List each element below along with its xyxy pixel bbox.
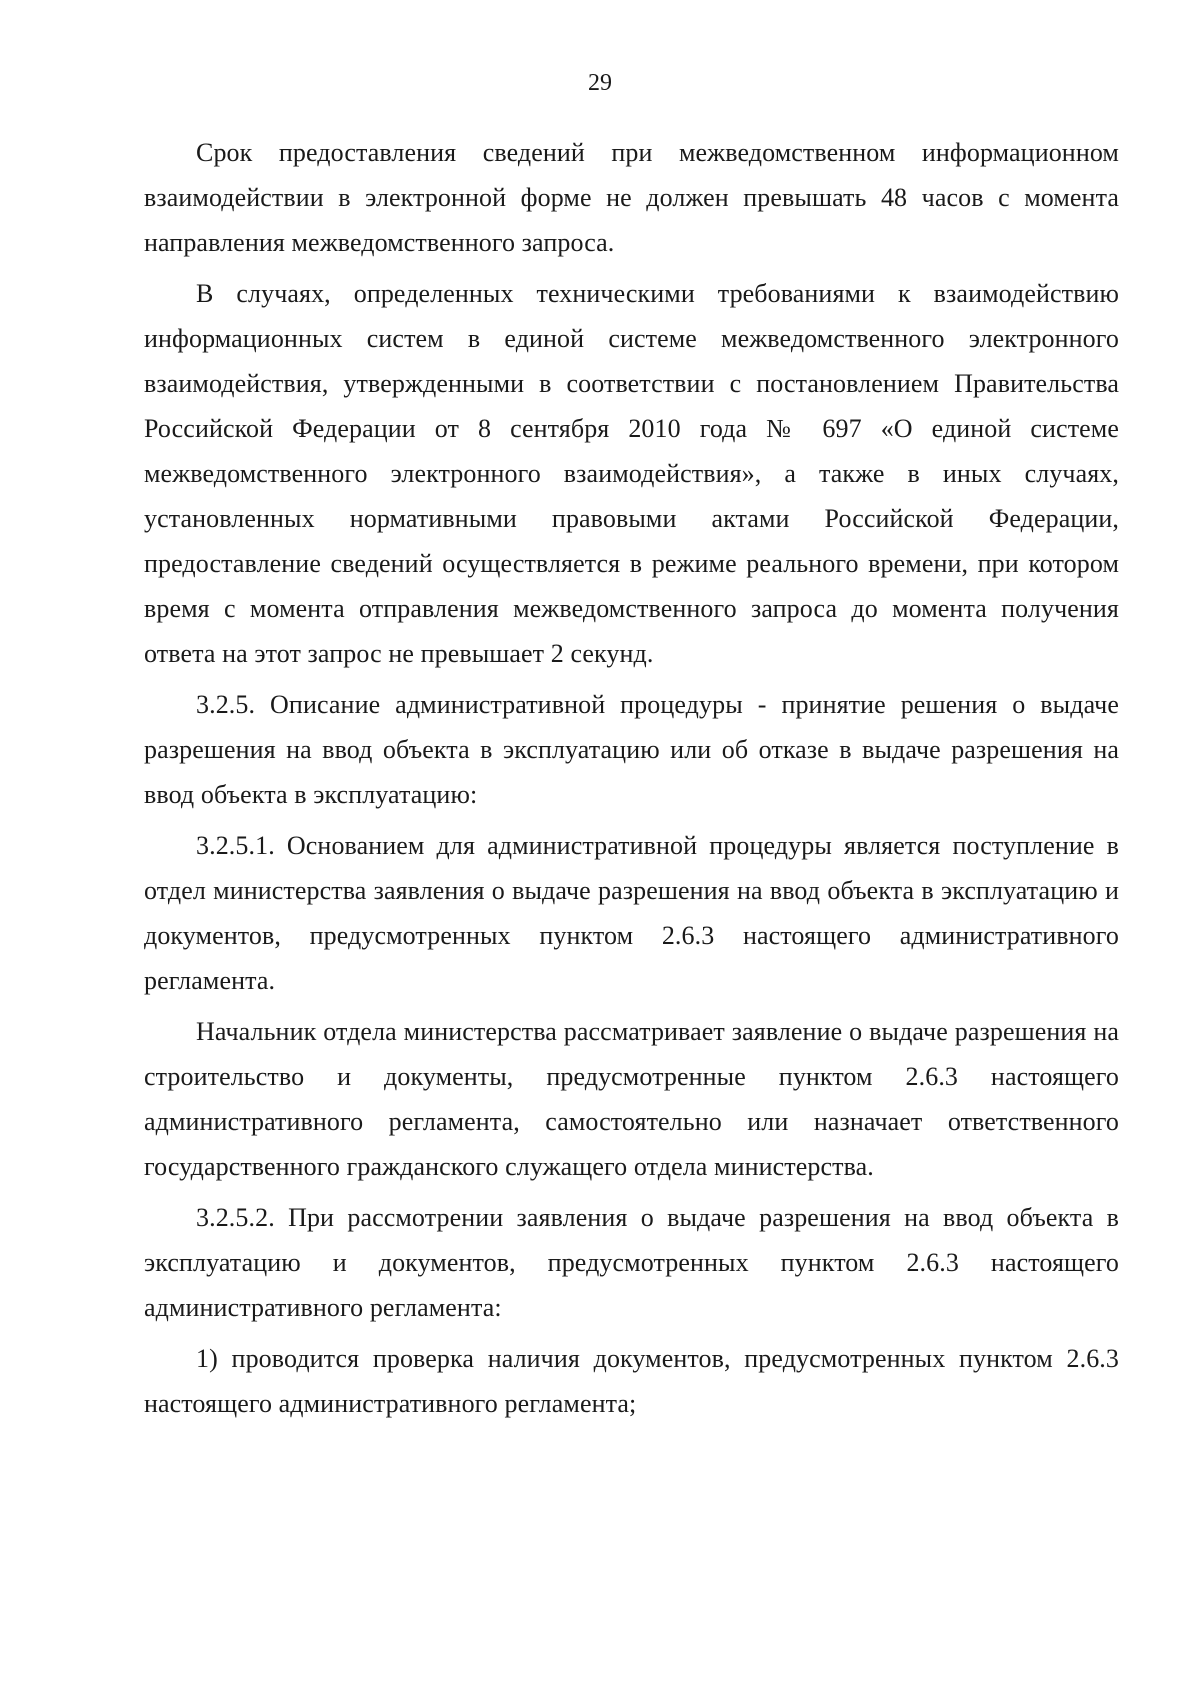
paragraph-procedure-basis: 3.2.5.1. Основанием для административной процедуры является поступление в отдел министерства заявления о выдаче разрешения на ввод объекта в эксплуатацию и документов, предусмотренных пунктом 2.6.3 настоящего административного регламента.: [144, 831, 1119, 995]
paragraph-response-deadline: Срок предоставления сведений при межведомственном информационном взаимодействии в электронной форме не должен превышать 48 часов с момента направления межведомственного запроса.: [144, 138, 1119, 257]
paragraph-real-time-mode: В случаях, определенных техническими требованиями к взаимодействию информационных систем в единой системе межведомственного электронного взаимодействия, утвержденными в соответствии с постановлением Правительства Российской Федерации от 8 сентября 2010 года № 697 «О единой системе межведомственного электронного взаимодействия», а также в иных случаях, установленных нормативными правовыми актами Российской Федерации, предоставление сведений осуществляется в режиме реального времени, при котором время с момента отправления межведомственного запроса до момента получения ответа на этот запрос не превышает 2 секунд.: [144, 279, 1119, 668]
paragraph-procedure-description: 3.2.5. Описание административной процедуры - принятие решения о выдаче разрешения на ввод объекта в эксплуатацию или об отказе в выдаче разрешения на ввод объекта в эксплуатацию:: [144, 690, 1119, 809]
paragraph-department-head: Начальник отдела министерства рассматривает заявление о выдаче разрешения на строительство и документы, предусмотренные пунктом 2.6.3 настоящего административного регламента, самостоятельно или назначает ответственного государственного гражданского служащего отдела министерства.: [144, 1017, 1119, 1181]
document-body: [144, 130, 1119, 1432]
page-number: 29: [588, 70, 612, 96]
paragraph-review-of-application: 3.2.5.2. При рассмотрении заявления о выдаче разрешения на ввод объекта в эксплуатацию и документов, предусмотренных пунктом 2.6.3 настоящего административного регламента:: [144, 1203, 1119, 1322]
paragraph-document-check: 1) проводится проверка наличия документов, предусмотренных пунктом 2.6.3 настоящего административного регламента;: [144, 1344, 1119, 1418]
